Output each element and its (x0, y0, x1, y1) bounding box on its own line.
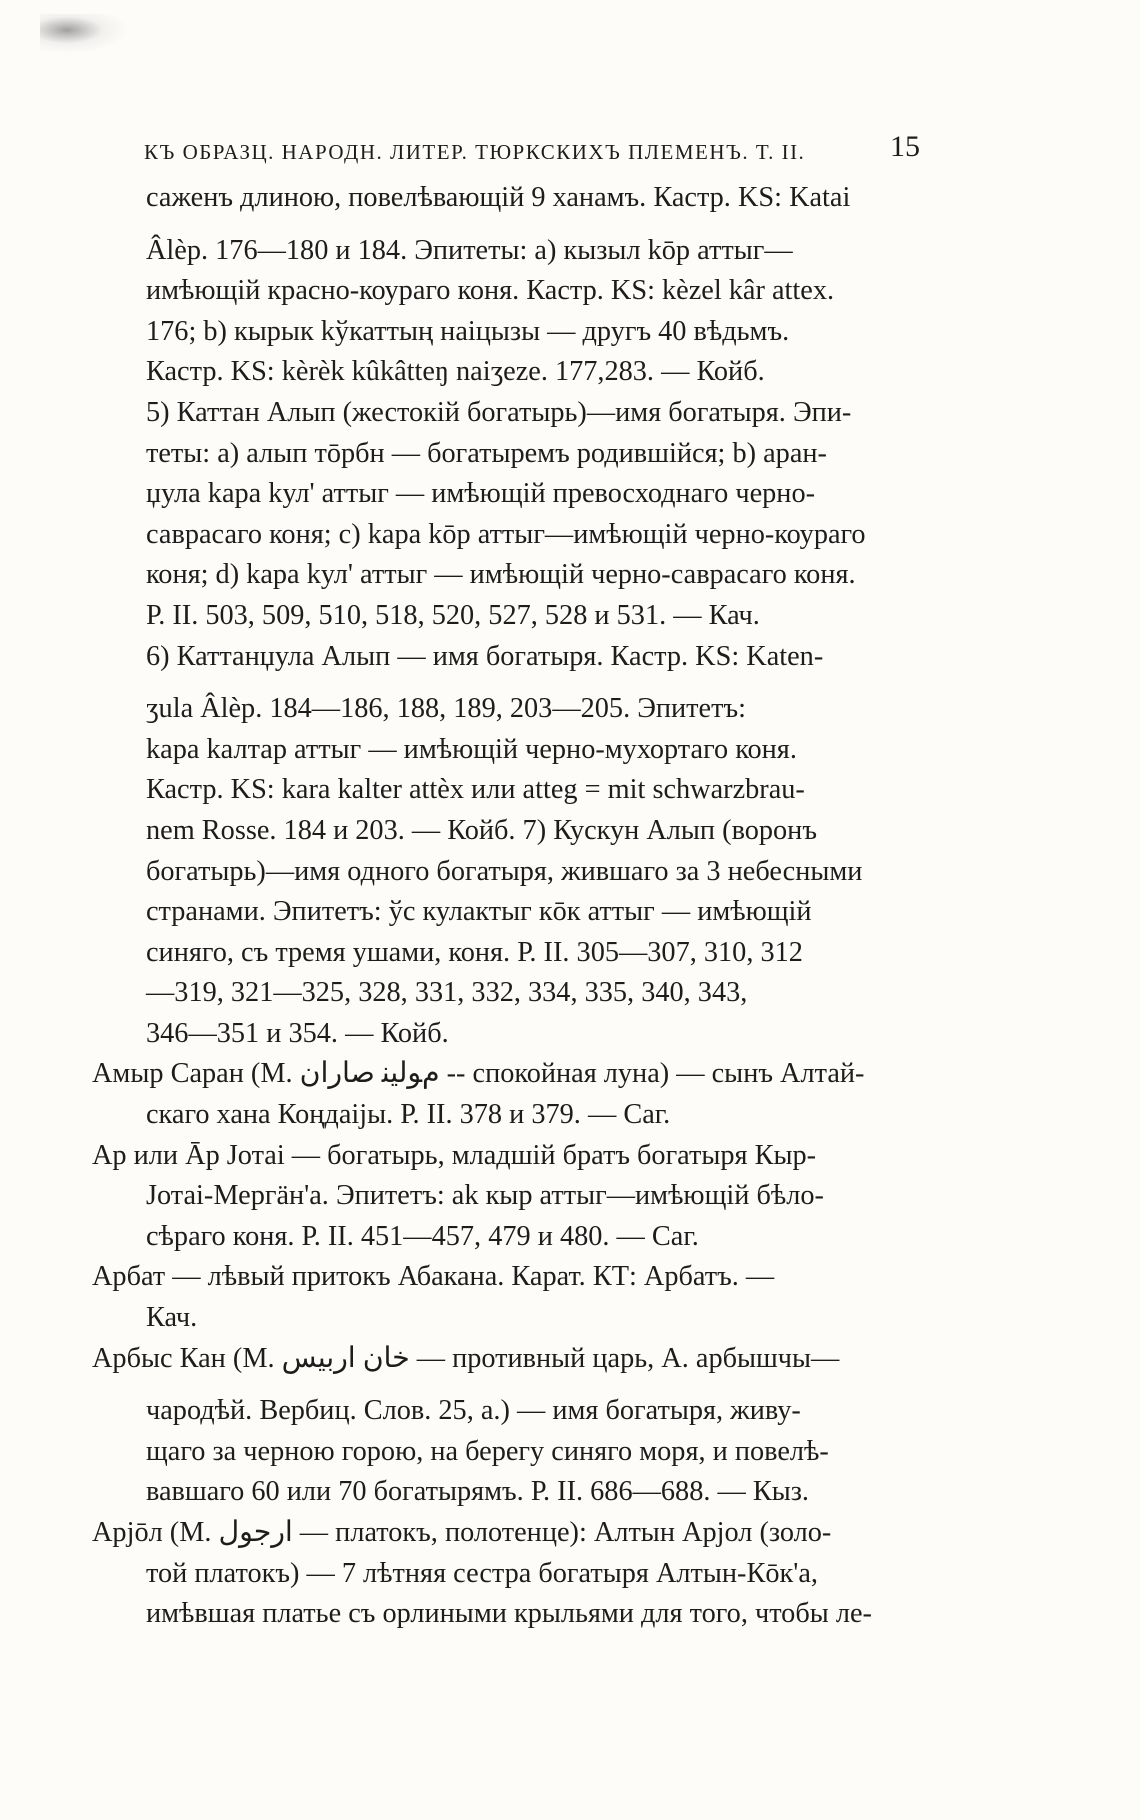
text-line: Арбат — лѣвый притокъ Абакана. Карат. КТ: Арбатъ. — (92, 1261, 775, 1293)
running-header (92, 126, 922, 178)
text-line: Јотаі-Мергӓн'а. Эпитетъ: аk кыр аттыг—имѣющій бѣло- (146, 1180, 824, 1212)
text-line: чародѣй. Вербиц. Слов. 25, а.) — имя богатыря, живу- (146, 1395, 801, 1427)
text-line: kара kалтар аттыг — имѣющій черно-мухортаго коня. (146, 733, 797, 765)
text-line: Амыр Саран (М. ﻡﻮﻟﻴﻨ ﺻﺎﺭﺍﻥ -- спокойная луна) — сынъ Алтай- (92, 1058, 865, 1090)
running-title: КЪ ОБРАЗЦ. НАРОДН. ЛИТЕР. ТЮРКСКИХЪ ПЛЕМЕНЪ. Т. II. (144, 140, 806, 164)
text-line: той платокъ) — 7 лѣтняя сестра богатыря Алтын-Кōк'а, (146, 1557, 818, 1589)
text-line: саженъ длиною, повелѣвающій 9 ханамъ. Кастр. KS: Kataі (146, 182, 851, 213)
text-line: 5) Каттан Алып (жестокій богатырь)—имя богатыря. Эпи- (146, 396, 852, 428)
book-page (92, 126, 922, 1635)
text-line: џула kара kул' аттыг — имѣющій превосходнаго черно- (146, 478, 816, 510)
text-line: странами. Эпитетъ: ўс кулактыг кōк аттыг — имѣющій (146, 896, 812, 928)
text-line: щаго за черною горою, на берегу синяго моря, и повелѣ- (146, 1435, 829, 1467)
page-number: 15 (890, 130, 920, 163)
dictionary-entries (92, 178, 922, 1635)
text-line: Кастр. KS: kèrèk kûkâtteŋ naiʒeze. 177,283. — Койб. (146, 356, 765, 388)
text-line: коня; d) kара kул' аттыг — имѣющій черно-саврасаго коня. (146, 559, 856, 591)
text-line: имѣвшая платье съ орлиными крыльями для того, чтобы ле- (146, 1598, 872, 1630)
ink-smudge (40, 14, 130, 54)
text-line: Р. II. 503, 509, 510, 518, 520, 527, 528 и 531. — Кач. (146, 599, 760, 631)
text-line: Ар или Āр Јотаі — богатырь, младшій братъ богатыря Кыр- (92, 1139, 817, 1171)
text-line: Âlèр. 176—180 и 184. Эпитеты: а) кызыл kōр аттыг— (146, 234, 793, 266)
text-line: —319, 321—325, 328, 331, 332, 334, 335, 340, 343, (146, 977, 748, 1009)
text-line: 346—351 и 354. — Койб. (146, 1017, 449, 1049)
text-line: скаго хана Коңдаіјы. Р. II. 378 и 379. — Саг. (146, 1099, 671, 1131)
text-line: теты: а) алып тōрбн — богатыремъ родившійся; b) аран- (146, 437, 827, 469)
text-line: имѣющій красно-коураго коня. Кастр. KS: kèzel kâr attex. (146, 275, 835, 307)
text-line: Кач. (146, 1302, 198, 1334)
text-line: сѣраго коня. Р. II. 451—457, 479 и 480. — Саг. (146, 1220, 699, 1252)
text-line: 6) Каттанџула Алып — имя богатыря. Кастр. KS: Katen- (146, 640, 824, 672)
text-line: саврасаго коня; с) kара kōр аттыг—имѣющій черно-коураго (146, 518, 866, 550)
text-line: Арјōл (М. ﺍﺭﺟﻮﻝ — платокъ, полотенце): Алтын Арјол (золо- (92, 1517, 832, 1548)
text-line: вавшаго 60 или 70 богатырямъ. Р. II. 686—688. — Кыз. (146, 1476, 810, 1508)
text-line: богатырь)—имя одного богатыря, жившаго за 3 небесными (146, 855, 863, 887)
line-gap (92, 677, 922, 689)
text-line: nem Rosse. 184 и 203. — Койб. 7) Кускун Алып (воронъ (146, 814, 817, 846)
text-line: 176; b) кырык kўкаттың наіцызы — другъ 40 вѣдьмъ. (146, 315, 790, 347)
text-line: Кастр. KS: kara kalter attèx или atteg = mit schwarzbrau- (146, 774, 805, 806)
line-gap (92, 1379, 922, 1391)
text-line: синяго, съ тремя ушами, коня. Р. II. 305—307, 310, 312 (146, 936, 803, 968)
text-line: ʒula Âlèр. 184—186, 188, 189, 203—205. Эпитетъ: (146, 693, 746, 725)
text-line: Арбыс Кан (М. ﺧﺎﻥ ﺍﺭﺑﻴﺲ — противный царь, А. арбышчы— (92, 1342, 840, 1374)
line-gap (92, 219, 922, 231)
